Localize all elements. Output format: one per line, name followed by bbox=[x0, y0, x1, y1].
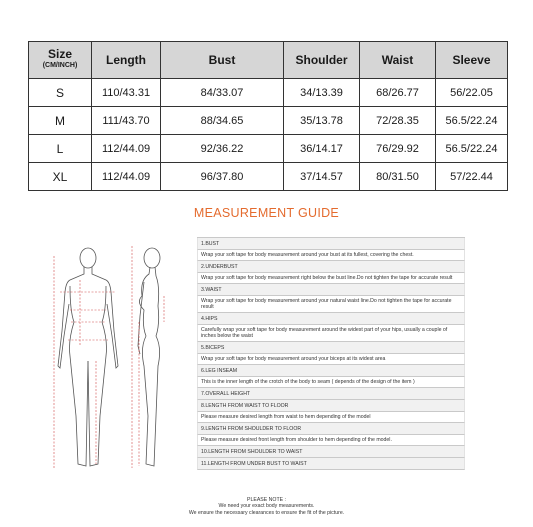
cell-length: 111/43.70 bbox=[92, 107, 161, 135]
measurement-guide-title: MEASUREMENT GUIDE bbox=[193, 206, 340, 220]
size-chart-table bbox=[28, 41, 508, 191]
guide-item-description: Wrap your soft tape for body measurement around your natural waist line.Do not tighten the tape for accurate result bbox=[197, 296, 465, 313]
cell-length: 112/44.09 bbox=[92, 163, 161, 191]
cell-shoulder: 34/13.39 bbox=[284, 79, 360, 107]
cell-bust: 92/36.22 bbox=[161, 135, 284, 163]
header-length: Length bbox=[92, 42, 161, 79]
guide-item-heading: 5.BICEPS bbox=[197, 342, 465, 354]
body-measurement-illustration bbox=[40, 236, 200, 486]
table-row bbox=[29, 163, 508, 191]
table-row bbox=[29, 79, 508, 107]
cell-waist: 80/31.50 bbox=[360, 163, 436, 191]
note-line: We ensure the necessary clearances to ensure the fit of the picture. bbox=[188, 509, 345, 516]
please-note bbox=[0, 497, 533, 516]
cell-bust: 96/37.80 bbox=[161, 163, 284, 191]
measurement-guide-list bbox=[197, 237, 465, 470]
header-shoulder: Shoulder bbox=[284, 42, 360, 79]
header-size bbox=[29, 42, 92, 79]
guide-item-description: Wrap your soft tape for body measurement around your biceps at its widest area bbox=[197, 354, 465, 365]
guide-item-heading: 1.BUST bbox=[197, 238, 465, 250]
cell-waist: 68/26.77 bbox=[360, 79, 436, 107]
guide-item-description: Please measure desired length from waist to hem depending of the model bbox=[197, 412, 465, 423]
guide-item-heading: 8.LENGTH FROM WAIST TO FLOOR bbox=[197, 400, 465, 412]
guide-item-heading: 7.OVERALL HEIGHT bbox=[197, 388, 465, 400]
guide-item-heading: 6.LEG INSEAM bbox=[197, 365, 465, 377]
cell-sleeve: 57/22.44 bbox=[436, 163, 508, 191]
cell-shoulder: 37/14.57 bbox=[284, 163, 360, 191]
cell-length: 112/44.09 bbox=[92, 135, 161, 163]
header-size-label: Size bbox=[47, 47, 72, 61]
header-size-unit: (CM/INCH) bbox=[42, 62, 78, 69]
table-row bbox=[29, 107, 508, 135]
cell-length: 110/43.31 bbox=[92, 79, 161, 107]
cell-waist: 72/28.35 bbox=[360, 107, 436, 135]
header-sleeve: Sleeve bbox=[436, 42, 508, 79]
cell-shoulder: 35/13.78 bbox=[284, 107, 360, 135]
cell-size: M bbox=[29, 107, 92, 135]
guide-item-heading: 11.LENGTH FROM UNDER BUST TO WAIST bbox=[197, 458, 465, 470]
guide-item-heading: 10.LENGTH FROM SHOULDER TO WAIST bbox=[197, 446, 465, 458]
cell-shoulder: 36/14.17 bbox=[284, 135, 360, 163]
cell-size: L bbox=[29, 135, 92, 163]
table-header-row bbox=[29, 42, 508, 79]
guide-item-description: Carefully wrap your soft tape for body measurement around the widest part of your hips, usually a couple of inches below the waist bbox=[197, 325, 465, 342]
cell-size: S bbox=[29, 79, 92, 107]
guide-item-description: Wrap your soft tape for body measurement right below the bust line.Do not tighten the tape for accurate result bbox=[197, 273, 465, 284]
note-line: We need your exact body measurements. bbox=[218, 503, 315, 510]
cell-bust: 88/34.65 bbox=[161, 107, 284, 135]
cell-sleeve: 56.5/22.24 bbox=[436, 107, 508, 135]
guide-item-description: This is the inner length of the crotch of the body to seam ( depends of the design of the item ) bbox=[197, 377, 465, 388]
guide-item-heading: 2.UNDERBUST bbox=[197, 261, 465, 273]
cell-sleeve: 56/22.05 bbox=[436, 79, 508, 107]
guide-item-heading: 4.HIPS bbox=[197, 313, 465, 325]
guide-item-description: Please measure desired front length from shoulder to hem depending of the model. bbox=[197, 435, 465, 446]
header-bust: Bust bbox=[161, 42, 284, 79]
cell-waist: 76/29.92 bbox=[360, 135, 436, 163]
cell-size: XL bbox=[29, 163, 92, 191]
header-waist: Waist bbox=[360, 42, 436, 79]
cell-sleeve: 56.5/22.24 bbox=[436, 135, 508, 163]
table-row bbox=[29, 135, 508, 163]
cell-bust: 84/33.07 bbox=[161, 79, 284, 107]
guide-item-description: Wrap your soft tape for body measurement around your bust at its fullest, covering the chest. bbox=[197, 250, 465, 261]
guide-item-heading: 3.WAIST bbox=[197, 284, 465, 296]
note-title: PLEASE NOTE : bbox=[247, 497, 286, 503]
guide-item-heading: 9.LENGTH FROM SHOULDER TO FLOOR bbox=[197, 423, 465, 435]
